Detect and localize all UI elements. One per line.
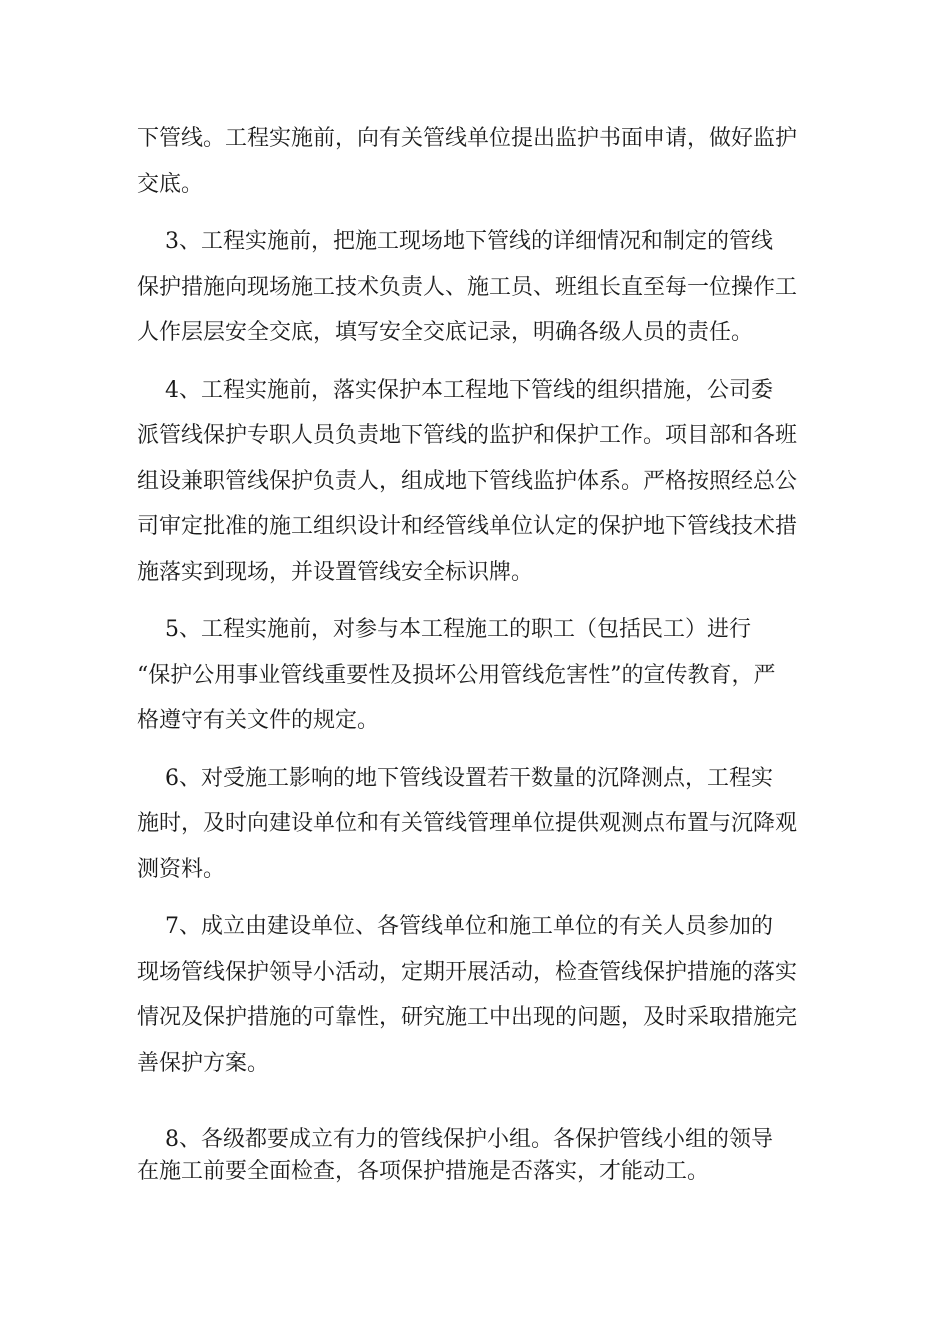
- text-line: 测资料。: [137, 856, 226, 882]
- text-line: 派管线保护专职人员负责地下管线的监护和保护工作。项目部和各班: [137, 423, 798, 448]
- paragraph-continuation: [137, 116, 817, 207]
- text-line: 在施工前要全面检查，各项保护措施是否落实，才能动工。: [137, 1159, 710, 1184]
- text-line: 下管线。工程实施前，向有关管线单位提出监护书面申请，做好监护: [137, 126, 798, 151]
- text-line: 格遵守有关文件的规定。: [137, 708, 380, 733]
- paragraph-item-6: [137, 756, 817, 893]
- text-line: 保护措施向现场施工技术负责人、施工员、班组长直至每一位操作工: [137, 274, 798, 300]
- text-line: 善保护方案。: [137, 1050, 270, 1076]
- paragraph-item-5: [137, 607, 817, 744]
- text-line: 7、成立由建设单位、各管线单位和施工单位的有关人员参加的: [137, 914, 773, 939]
- text-line: 组设兼职管线保护负责人，组成地下管线监护体系。严格按照经总公: [137, 468, 798, 494]
- text-line: 6、对受施工影响的地下管线设置若干数量的沉降测点，工程实: [137, 765, 773, 791]
- body-text: [137, 116, 817, 1086]
- text-line: 5、工程实施前，对参与本工程施工的职工（包括民工）进行: [137, 617, 751, 642]
- text-line: 情况及保护措施的可靠性，研究施工中出现的问题，及时采取措施完: [137, 1005, 798, 1030]
- text-line: 施时，及时向建设单位和有关管线管理单位提供观测点布置与沉降观: [137, 811, 798, 836]
- text-line: 现场管线保护领导小活动，定期开展活动，检查管线保护措施的落实: [137, 959, 798, 985]
- text-line: 司审定批准的施工组织设计和经管线单位认定的保护地下管线技术措: [137, 514, 798, 539]
- paragraph-item-4: [137, 368, 817, 596]
- paragraph-item-3: [137, 219, 817, 356]
- paragraph-item-7: [137, 904, 817, 1086]
- text-line: 施落实到现场，并设置管线安全标识牌。: [137, 559, 534, 585]
- text-line: 3、工程实施前，把施工现场地下管线的详细情况和制定的管线: [137, 229, 773, 254]
- text-line: 8、各级都要成立有力的管线保护小组。各保护管线小组的领导: [137, 1127, 773, 1152]
- paragraph-item-8: [137, 1124, 817, 1188]
- text-line: “保护公用事业管线重要性及损坏公用管线危害性”的宣传教育，严: [137, 662, 776, 688]
- text-line: 4、工程实施前，落实保护本工程地下管线的组织措施，公司委: [137, 377, 773, 403]
- text-line: 交底。: [137, 171, 204, 197]
- text-line: 人作层层安全交底，填写安全交底记录，明确各级人员的责任。: [137, 320, 754, 345]
